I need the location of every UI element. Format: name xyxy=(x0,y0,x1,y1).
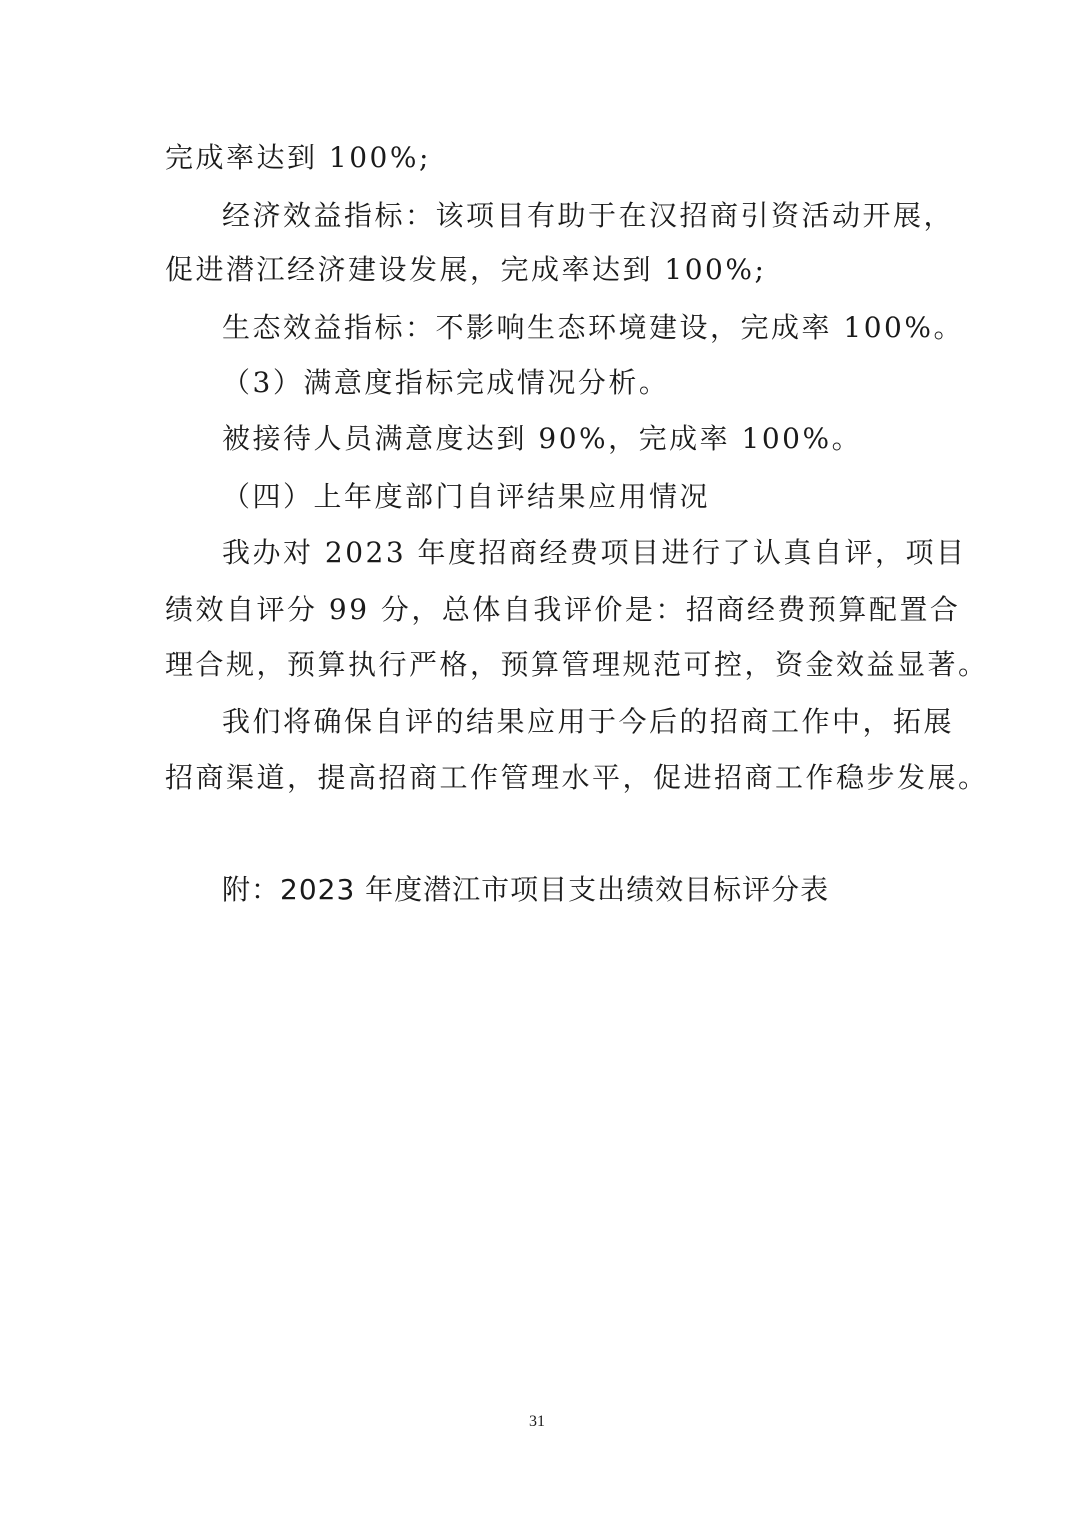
body-line-5: （3）满意度指标完成情况分析。 xyxy=(222,366,670,399)
body-line-12: 招商渠道，提高招商工作管理水平，促进招商工作稳步发展。 xyxy=(165,761,989,794)
body-line-11: 我们将确保自评的结果应用于今后的招商工作中，拓展 xyxy=(222,705,955,738)
section-heading: （四）上年度部门自评结果应用情况 xyxy=(222,480,711,513)
body-line-10: 理合规，预算执行严格，预算管理规范可控，资金效益显著。 xyxy=(165,648,989,681)
body-line-2: 经济效益指标：该项目有助于在汉招商引资活动开展， xyxy=(222,199,955,232)
body-line-1: 完成率达到 100%; xyxy=(165,141,431,174)
body-line-6: 被接待人员满意度达到 90%，完成率 100%。 xyxy=(222,422,863,455)
body-line-8: 我办对 2023 年度招商经费项目进行了认真自评，项目 xyxy=(222,536,967,569)
body-line-4: 生态效益指标：不影响生态环境建设，完成率 100%。 xyxy=(222,311,964,344)
body-line-9: 绩效自评分 99 分，总体自我评价是：招商经费预算配置合 xyxy=(165,593,961,626)
attachment-title: 附：2023 年度潜江市项目支出绩效目标评分表 xyxy=(222,873,830,906)
page-number: 31 xyxy=(529,1413,545,1430)
body-line-3: 促进潜江经济建设发展，完成率达到 100%; xyxy=(165,253,767,286)
